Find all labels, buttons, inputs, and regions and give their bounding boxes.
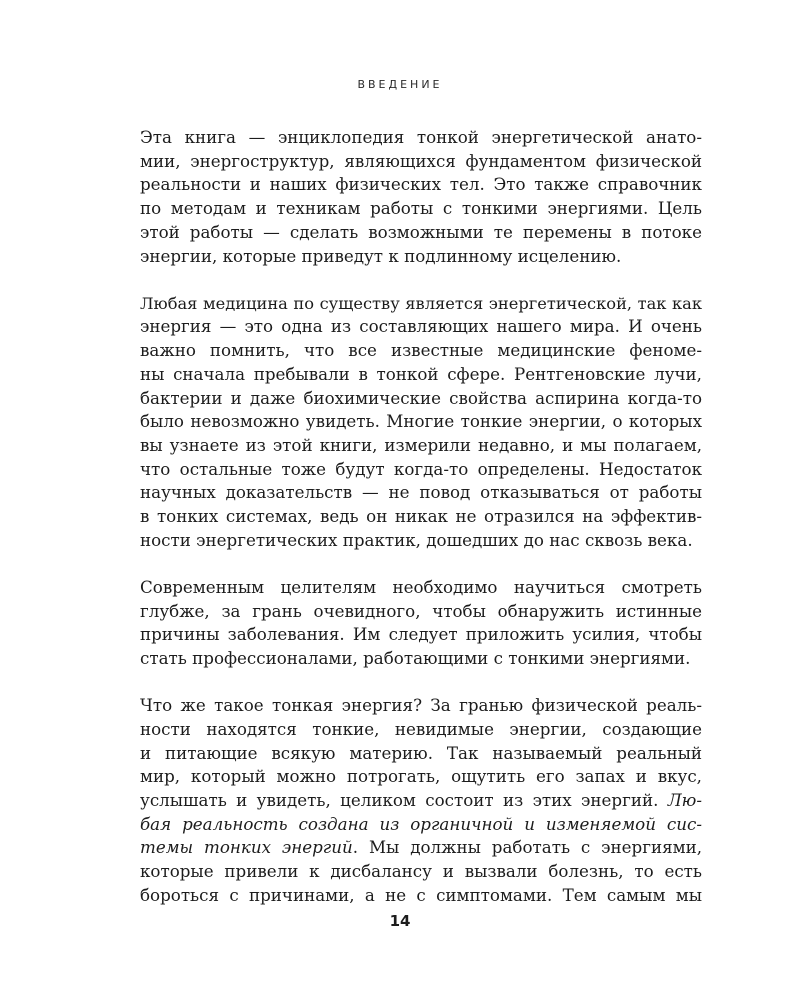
running-head: ВВЕДЕНИЕ [357, 78, 443, 91]
text-line: ности энергетических практик, дошедших до нас сквозь века. [140, 529, 693, 550]
text-line: и питающие всякую материю. Так называемый реальный [140, 742, 702, 763]
text-line: важно помнить, что все известные медицинские феноме- [140, 340, 702, 361]
text-segment: услышать и увидеть, целиком состоит из этих энергий. [140, 790, 659, 811]
text-line: было невозможно увидеть. Многие тонкие энергии, о которых [140, 411, 702, 432]
text-line: вы узнаете из этой книги, измерили недавно, и мы полагаем, [140, 434, 702, 455]
text-line: Что же такое тонкая энергия? За гранью физической реаль- [140, 695, 702, 716]
text-line: по методам и техникам работы с тонкими энергиями. Цель [140, 198, 702, 219]
text-line: реальности и наших физических тел. Это также справочник [140, 174, 702, 195]
text-line: ности находятся тонкие, невидимые энергии, создающие [140, 718, 702, 739]
paragraph-3 [140, 576, 702, 671]
text-line: научных доказательств — не повод отказываться от работы [140, 482, 702, 503]
text-line: Современным целителям необходимо научиться смотреть [140, 576, 702, 597]
paragraph-1 [140, 126, 702, 268]
text-line [140, 836, 702, 860]
page-number: 14 [389, 912, 411, 930]
text-line [140, 813, 702, 837]
text-line: в тонких системах, ведь он никак не отразился на эффектив- [140, 506, 702, 527]
text-line: которые привели к дисбалансу и вызвали болезнь, то есть [140, 861, 702, 882]
text-line: стать профессионалами, работающими с тонкими энергиями. [140, 648, 691, 669]
text-line: энергия — это одна из составляющих нашего мира. И очень [140, 316, 702, 337]
text-line: этой работы — сделать возможными те перемены в потоке [140, 221, 702, 242]
text-line: причины заболевания. Им следует приложить усилия, чтобы [140, 624, 702, 645]
text-line: Любая медицина по существу является энергетической, так как [140, 293, 702, 313]
italic-emphasis: темы тонких энергий [140, 837, 353, 858]
italic-emphasis: бая реальность создана из органичной и изменяемой сис- [140, 813, 702, 834]
text-line: бороться с причинами, а не с симптомами. Тем самым мы [140, 884, 702, 905]
body-text [140, 126, 702, 931]
paragraph-2 [140, 292, 702, 553]
paragraph-4 [140, 694, 702, 907]
text-line [140, 789, 702, 813]
text-line: что остальные тоже будут когда-то определены. Недостаток [140, 458, 702, 479]
italic-emphasis: Лю- [667, 790, 702, 811]
text-line: энергии, которые приведут к подлинному исцелению. [140, 245, 622, 266]
text-line: мир, который можно потрогать, ощутить его запах и вкус, [140, 766, 702, 787]
text-segment: . Мы должны работать с энергиями, [352, 837, 702, 858]
text-line: мии, энергоструктур, являющихся фундаментом физической [140, 150, 702, 171]
text-line: Эта книга — энциклопедия тонкой энергетической анато- [140, 127, 702, 147]
text-line: глубже, за грань очевидного, чтобы обнаружить истинные [140, 600, 702, 621]
text-line: ны сначала пребывали в тонкой сфере. Рентгеновские лучи, [140, 363, 702, 384]
text-line: бактерии и даже биохимические свойства аспирина когда-то [140, 387, 702, 408]
